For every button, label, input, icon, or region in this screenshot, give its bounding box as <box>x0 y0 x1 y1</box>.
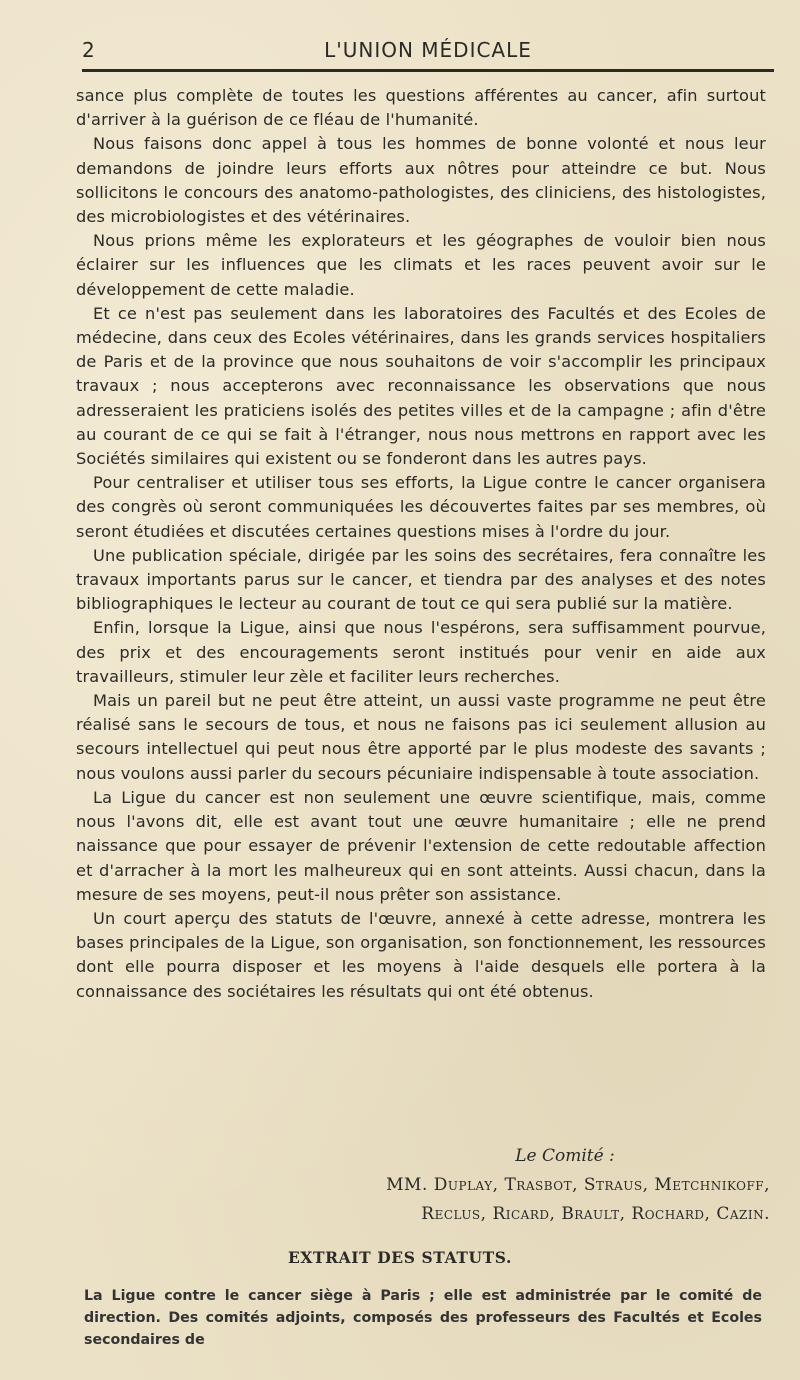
paragraph: La Ligue du cancer est non seulement une œuvre scientifique, mais, comme nous l'avons dit, elle est avant tout une œuvre humanitaire ; elle ne prend naissance que pour essayer de prévenir l'extension de cette redoutable affection et d'arracher à la mort les malheureux qui en sont atteints. Aussi chacun, dans la mesure de ses moyens, peut-il nous prêter son assistance. <box>76 787 766 904</box>
paragraph: Et ce n'est pas seulement dans les laboratoires des Facultés et des Ecoles de médecine, dans ceux des Ecoles vétérinaires, dans les grands services hospitaliers de Paris et de la province que nous souhaitons de voir s'accomplir les principaux travaux ; nous accepterons avec reconnaissance les observations que nous adresseraient les praticiens isolés des petites villes et de la campagne ; afin d'être au courant de ce qui se fait à l'étranger, nous nous mettrons en rapport avec les Sociétés similaires qui existent ou se fonderont dans les autres pays. <box>76 303 766 469</box>
signature-title: Le Comité : <box>515 1146 615 1166</box>
paragraph: Nous faisons donc appel à tous les hommes de bonne volonté et nous leur demandons de joindre leurs efforts aux nôtres pour atteindre ce but. Nous sollicitons le concours des anatomo-pathologistes, des cliniciens, des histologistes, des microbiologistes et des vétérinaires. <box>76 134 766 227</box>
running-title: L'UNION MÉDICALE <box>324 38 532 62</box>
paragraph: Enfin, lorsque la Ligue, ainsi que nous l'espérons, sera suffisamment pourvue, des prix et des encouragements seront institués pour venir en aide aux travailleurs, stimuler leur zèle et faciliter leurs recherches. <box>76 618 766 686</box>
signature-names-line-1: MM. Duplay, Trasbot, Straus, Metchnikoff, <box>386 1175 770 1195</box>
body-text <box>76 84 766 1004</box>
statutes-text <box>84 1285 762 1351</box>
signature-names-line-2: Reclus, Ricard, Brault, Rochard, Cazin. <box>421 1204 770 1224</box>
page-number: 2 <box>82 38 95 62</box>
header-rule <box>82 69 774 72</box>
page-header <box>82 36 774 66</box>
paragraph: Un court aperçu des statuts de l'œuvre, annexé à cette adresse, montrera les bases principales de la Ligue, son organisation, son fonctionnement, les ressources dont elle pourra disposer et les moyens à l'aide desquels elle portera à la connaissance des sociétaires les résultats qui ont été obtenus. <box>76 908 766 1001</box>
paragraph: sance plus complète de toutes les questions afférentes au cancer, afin surtout d'arriver à la guérison de ce fléau de l'humanité. <box>76 86 766 130</box>
paragraph: Une publication spéciale, dirigée par les soins des secrétaires, fera connaître les travaux importants parus sur le cancer, et tiendra par des analyses et des notes bibliographiques le lecteur au courant de tout ce qui sera publié sur la matière. <box>76 545 766 614</box>
paragraph: Nous prions même les explorateurs et les géographes de vouloir bien nous éclairer sur les influences que les climats et les races peuvent avoir sur le développement de cette maladie. <box>76 231 766 299</box>
paragraph: Mais un pareil but ne peut être atteint, un aussi vaste programme ne peut être réalisé sans le secours de tous, et nous ne faisons pas ici seulement allusion au secours intellectuel qui peut nous être apporté par le plus modeste des savants ; nous voulons aussi parler du secours pécuniaire indispensable à toute association. <box>76 691 766 783</box>
section-heading: EXTRAIT DES STATUTS. <box>288 1248 512 1267</box>
paragraph: Pour centraliser et utiliser tous ses efforts, la Ligue contre le cancer organisera des congrès où seront communiquées les découvertes faites par ses membres, où seront étudiées et discutées certaines questions mises à l'ordre du jour. <box>76 473 766 541</box>
statutes-paragraph: La Ligue contre le cancer siège à Paris ; elle est administrée par le comité de direction. Des comités adjoints, composés des professeurs des Facultés et Ecoles secondaires de <box>84 1288 762 1348</box>
signature-block <box>250 1142 770 1229</box>
